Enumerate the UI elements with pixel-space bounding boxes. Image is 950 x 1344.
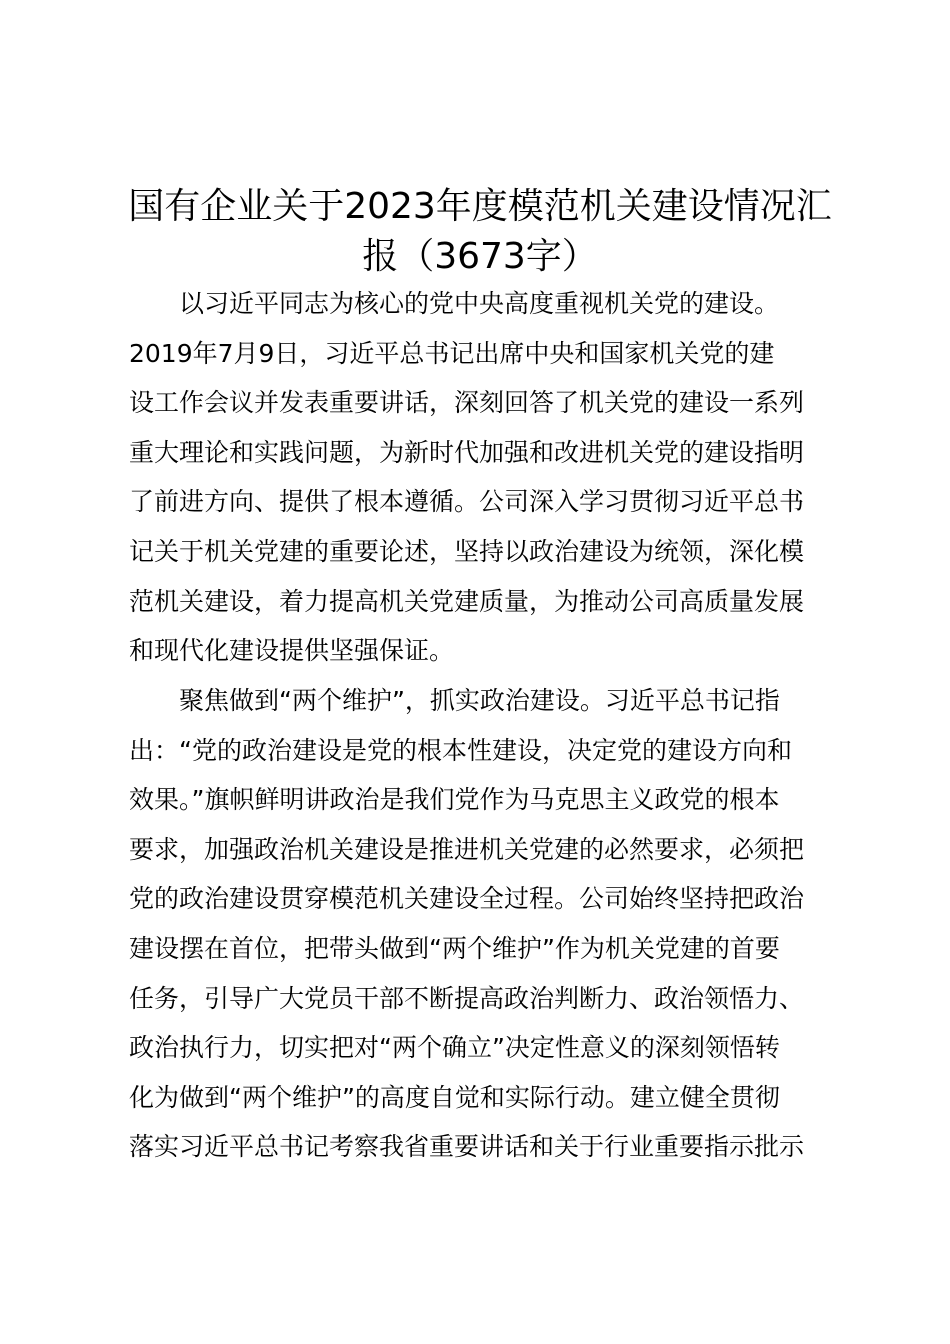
paragraph-political-building: 聚焦做到“两个维护”，抓实政治建设。习近平总书记指 出：“党的政治建设是党的根本性建设，决定党的建设方向和 效果。”旗帜鲜明讲政治是我们党作为马克思主义政党的根本 要求，加强政治机关建设是推进机关党建的必然要求，必须把 党的政治建设贯穿模范机关建设全过程。公司始终坚持把政治 建设摆在首位，把带头做到“两个维护”作为机关党建的首要 任务，引导广大党员干部不断提高政治判断力、政治领悟力、 政治执行力，切实把对“两个确立”决定性意义的深刻领悟转 化为做到“两个维护”的高度自觉和实际行动。建立健全贯彻 落实习近平总书记考察我省重要讲话和关于行业重要指示批示 (129, 686, 805, 1162)
paragraph-intro: 以习近平同志为核心的党中央高度重视机关党的建设。 2019年7月9日，习近平总书记出席中央和国家机关党的建 设工作会议并发表重要讲话，深刻回答了机关党的建设一系列 重大理论和实践问题，为新时代加强和改进机关党的建设指明 了前进方向、提供了根本遵循。公司深入学习贯彻习近平总书 记关于机关党建的重要论述，坚持以政治建设为统领，深化模 范机关建设，着力提高机关党建质量，为推动公司高质量发展 和现代化建设提供坚强保证。 (129, 289, 805, 666)
document-title: 国有企业关于2023年度模范机关建设情况汇 报（3673字） (128, 186, 832, 277)
